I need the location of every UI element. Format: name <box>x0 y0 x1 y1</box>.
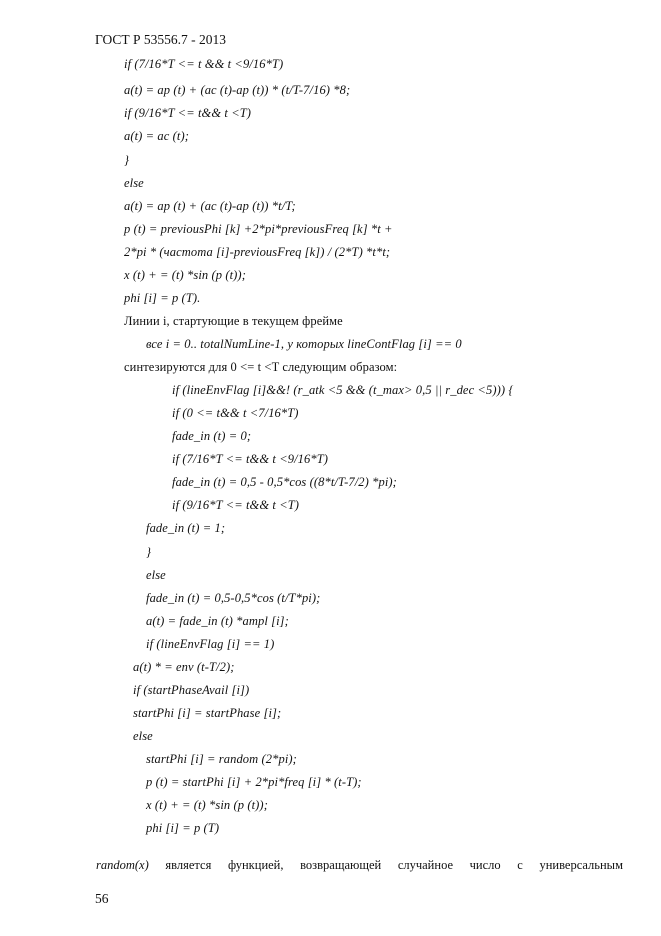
text-line: синтезируются для 0 <= t <T следующим образом: <box>124 360 398 374</box>
code-line: if (9/16*T <= t&& t <T) <box>172 498 300 512</box>
code-line: } <box>124 153 130 167</box>
code-line: startPhi [i] = random (2*pi); <box>146 752 297 766</box>
code-line: phi [i] = p (T). <box>124 291 201 305</box>
code-line: startPhi [i] = startPhase [i]; <box>133 706 282 720</box>
paragraph-text: является функцией, возвращающей случайное число с универсальным <box>165 858 623 872</box>
page-number: 56 <box>95 891 109 906</box>
function-name: random(x) <box>96 858 149 872</box>
code-line: } <box>146 545 152 559</box>
code-line: if (lineEnvFlag [i] == 1) <box>146 637 275 651</box>
text-line: Линии i, стартующие в текущем фрейме <box>124 314 343 328</box>
code-line: if (7/16*T <= t&& t <9/16*T) <box>172 452 329 466</box>
code-line: if (9/16*T <= t&& t <T) <box>124 106 252 120</box>
code-line: p (t) = previousPhi [k] +2*pi*previousFreq [k] *t + <box>124 222 393 236</box>
code-line: if (7/16*T <= t && t <9/16*T) <box>124 57 284 71</box>
code-line: 2*pi * (частота [i]-previousFreq [k]) / (2*T) *t*t; <box>124 245 391 259</box>
code-line: else <box>146 568 166 582</box>
code-line: a(t) * = env (t-T/2); <box>133 660 235 674</box>
explanation-paragraph <box>96 858 623 873</box>
code-line: x (t) + = (t) *sin (p (t)); <box>146 798 268 812</box>
code-line: if (lineEnvFlag [i]&&! (r_atk <5 && (t_max> 0,5 || r_dec <5))) { <box>172 383 514 397</box>
code-line: if (0 <= t&& t <7/16*T) <box>172 406 299 420</box>
code-line: p (t) = startPhi [i] + 2*pi*freq [i] * (t-T); <box>146 775 362 789</box>
code-line: a(t) = ap (t) + (ac (t)-ap (t)) * (t/T-7/16) *8; <box>124 83 351 97</box>
code-line: phi [i] = p (T) <box>146 821 220 835</box>
code-line: x (t) + = (t) *sin (p (t)); <box>124 268 246 282</box>
document-header: ГОСТ Р 53556.7 - 2013 <box>95 32 227 47</box>
code-line: все i = 0.. totalNumLine-1, у которых lineContFlag [i] == 0 <box>146 337 462 351</box>
code-line: fade_in (t) = 0,5 - 0,5*cos ((8*t/T-7/2) *pi); <box>172 475 397 489</box>
code-line: fade_in (t) = 1; <box>146 521 226 535</box>
code-line: if (startPhaseAvail [i]) <box>133 683 250 697</box>
code-line: fade_in (t) = 0,5-0,5*cos (t/T*pi); <box>146 591 321 605</box>
code-line: else <box>124 176 144 190</box>
code-line: a(t) = ac (t); <box>124 129 190 143</box>
code-line: a(t) = fade_in (t) *ampl [i]; <box>146 614 289 628</box>
code-line: fade_in (t) = 0; <box>172 429 252 443</box>
code-line: a(t) = ap (t) + (ac (t)-ap (t)) *t/T; <box>124 199 296 213</box>
code-line: else <box>133 729 153 743</box>
